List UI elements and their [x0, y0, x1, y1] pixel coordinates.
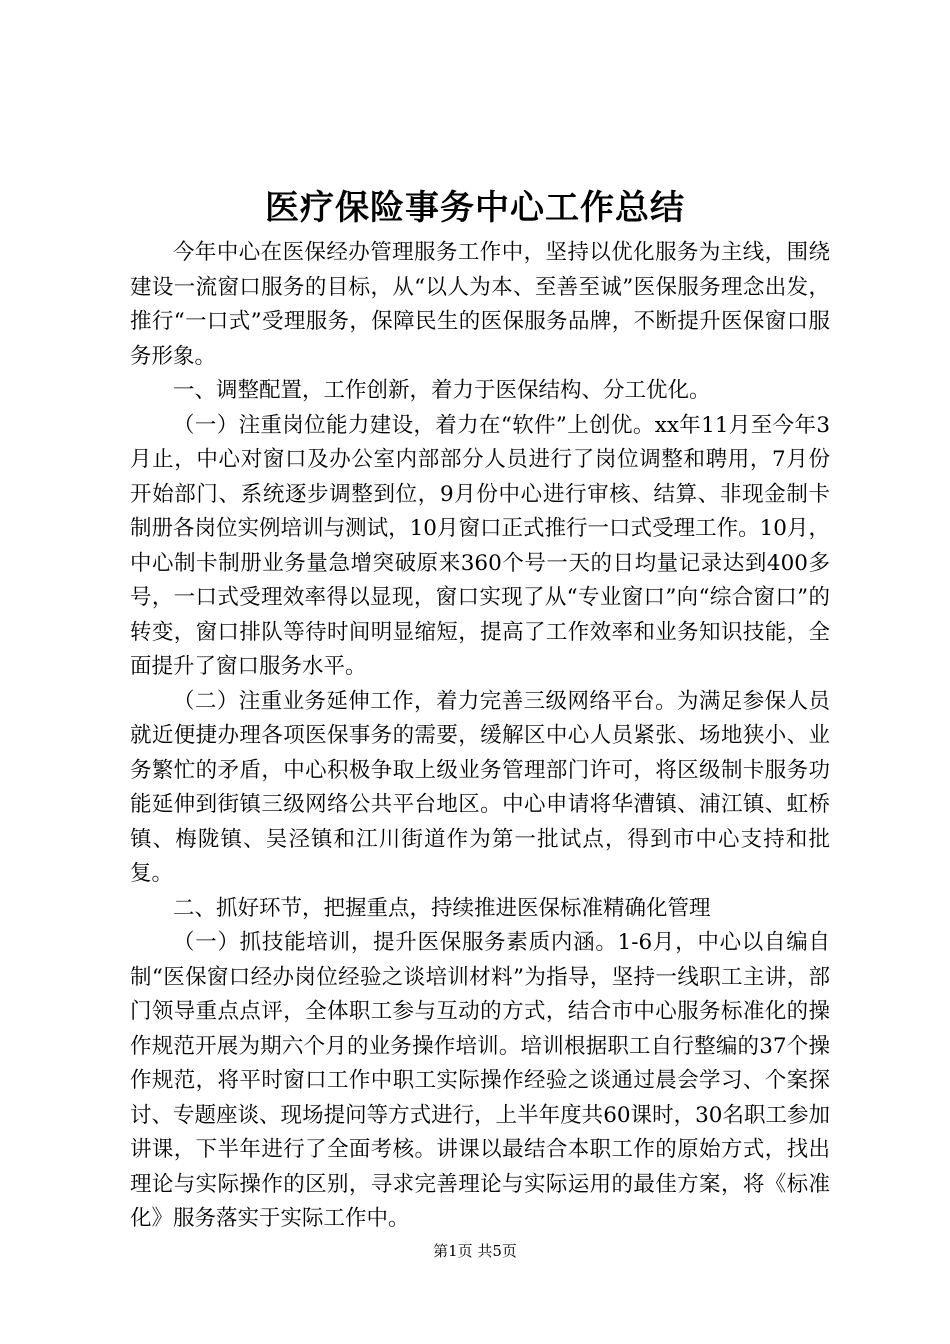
section-heading-2: 二、抓好环节，把握重点，持续推进医保标准精确化管理: [173, 895, 711, 921]
paragraph-1-2: （二）注重业务延伸工作，着力完善三级网络平台。为满足参保人员就近便捷办理各项医保事务的需要，缓解区中心人员紧张、场地狭小、业务繁忙的矛盾，中心积极争取上级业务管理部门许可，将区级制卡服务功能延伸到街镇三级网络公共平台地区。中心申请将华漕镇、浦江镇、虹桥镇、梅陇镇、吴泾镇和江川街道作为第一批试点，得到市中心支持和批复。: [130, 688, 830, 886]
page-title: 医疗保险事务中心工作总结: [265, 188, 685, 228]
paragraph-2-1: （一）抓技能培训，提升医保服务素质内涵。1-6月，中心以自编自制“医保窗口经办岗位经验之谈培训材料”为指导，坚持一线职工主讲，部门领导重点点评，全体职工参与互动的方式，结合市中心服务标准化的操作规范开展为期六个月的业务操作培训。培训根据职工自行整编的37个操作规范，将平时窗口工作中职工实际操作经验之谈通过晨会学习、个案探讨、专题座谈、现场提问等方式进行，上半年度共60课时，30名职工参加讲课，下半年进行了全面考核。讲课以最结合本职工作的原始方式，找出理论与实际操作的区别，寻求完善理论与实际运用的最佳方案，将《标准化》服务落实于实际工作中。: [130, 930, 830, 1231]
paragraph-intro: 今年中心在医保经办管理服务工作中，坚持以优化服务为主线，围绕建设一流窗口服务的目标，从“以人为本、至善至诚”医保服务理念出发，推行“一口式”受理服务，保障民生的医保服务品牌，不断提升医保窗口服务形象。: [130, 240, 830, 369]
document-body: [130, 236, 830, 1237]
paragraph-1-1: （一）注重岗位能力建设，着力在“软件”上创优。xx年11月至今年3月止，中心对窗口及办公室内部部分人员进行了岗位调整和聘用，7月份开始部门、系统逐步调整到位，9月份中心进行审核、结算、非现金制卡制册各岗位实例培训与测试，10月窗口正式推行一口式受理工作。10月，中心制卡制册业务量急增突破原来360个号一天的日均量记录达到400多号，一口式受理效率得以显现，窗口实现了从“专业窗口”向“综合窗口”的转变，窗口排队等待时间明显缩短，提高了工作效率和业务知识技能，全面提升了窗口服务水平。: [130, 412, 830, 679]
page-footer: 第1页 共5页: [433, 1242, 517, 1260]
section-heading-1: 一、调整配置，工作创新，着力于医保结构、分工优化。: [173, 378, 711, 403]
